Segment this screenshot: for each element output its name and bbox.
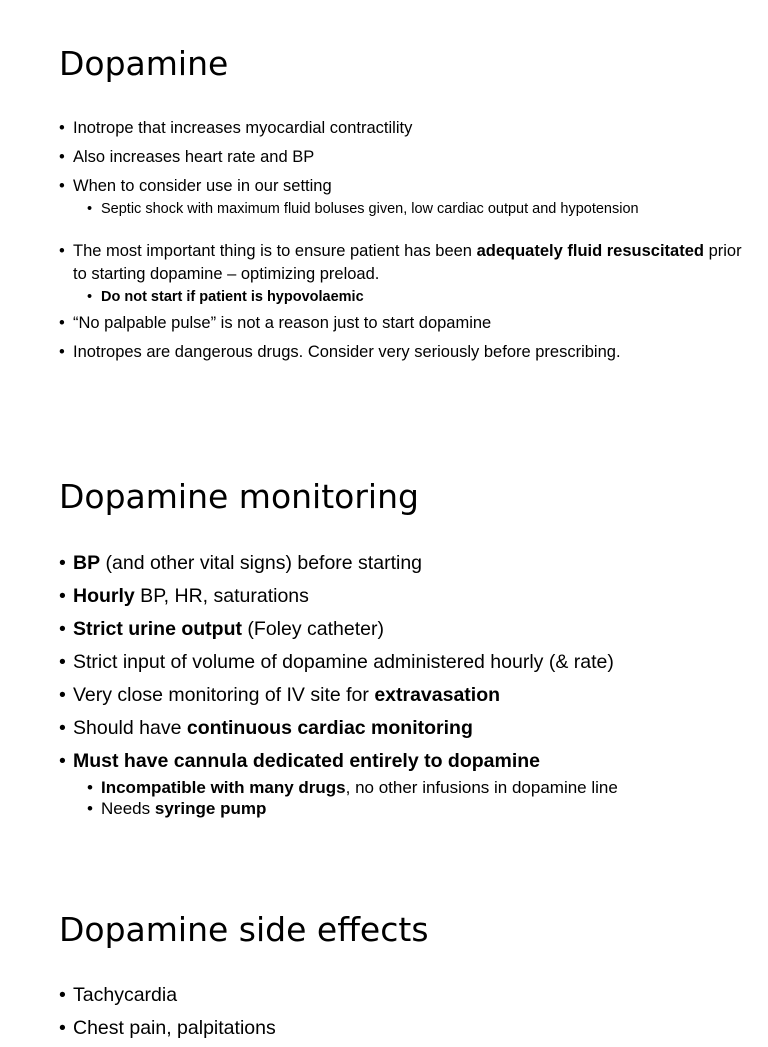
- slide-title: Dopamine monitoring: [59, 477, 419, 516]
- list-item: • Inotropes are dangerous drugs. Consider very seriously before prescribing.: [59, 341, 749, 364]
- slide-title: Dopamine side effects: [59, 910, 429, 949]
- list-item: • Tachycardia: [59, 981, 749, 1009]
- sub-list-item: • Do not start if patient is hypovolaemic: [59, 288, 749, 306]
- list-item: • Very close monitoring of IV site for extravasation: [59, 681, 749, 709]
- list-item: • “No palpable pulse” is not a reason just to start dopamine: [59, 312, 749, 335]
- list-item: • Strict input of volume of dopamine administered hourly (& rate): [59, 648, 749, 676]
- sub-list-item: • Incompatible with many drugs, no other infusions in dopamine line: [59, 776, 749, 799]
- list-item: • Strict urine output (Foley catheter): [59, 615, 749, 643]
- sub-list-item: • Septic shock with maximum fluid boluses given, low cardiac output and hypotension: [59, 200, 749, 218]
- list-item: • Should have continuous cardiac monitoring: [59, 714, 749, 742]
- list-item: • Must have cannula dedicated entirely to dopamine: [59, 747, 749, 775]
- list-item: • Also increases heart rate and BP: [59, 146, 749, 169]
- list-item: • Hourly BP, HR, saturations: [59, 582, 749, 610]
- bullet-list: [59, 981, 749, 1047]
- sub-list-item: • Needs syringe pump: [59, 797, 749, 820]
- list-item: • Inotrope that increases myocardial contractility: [59, 117, 749, 140]
- list-item: • The most important thing is to ensure patient has been adequately fluid resuscitated prior to starting dopamine – optimizing preload.: [59, 240, 749, 286]
- slide-title: Dopamine: [59, 44, 229, 83]
- list-item: • When to consider use in our setting: [59, 175, 749, 198]
- list-item: • Chest pain, palpitations: [59, 1014, 749, 1042]
- list-item: • BP (and other vital signs) before starting: [59, 549, 749, 577]
